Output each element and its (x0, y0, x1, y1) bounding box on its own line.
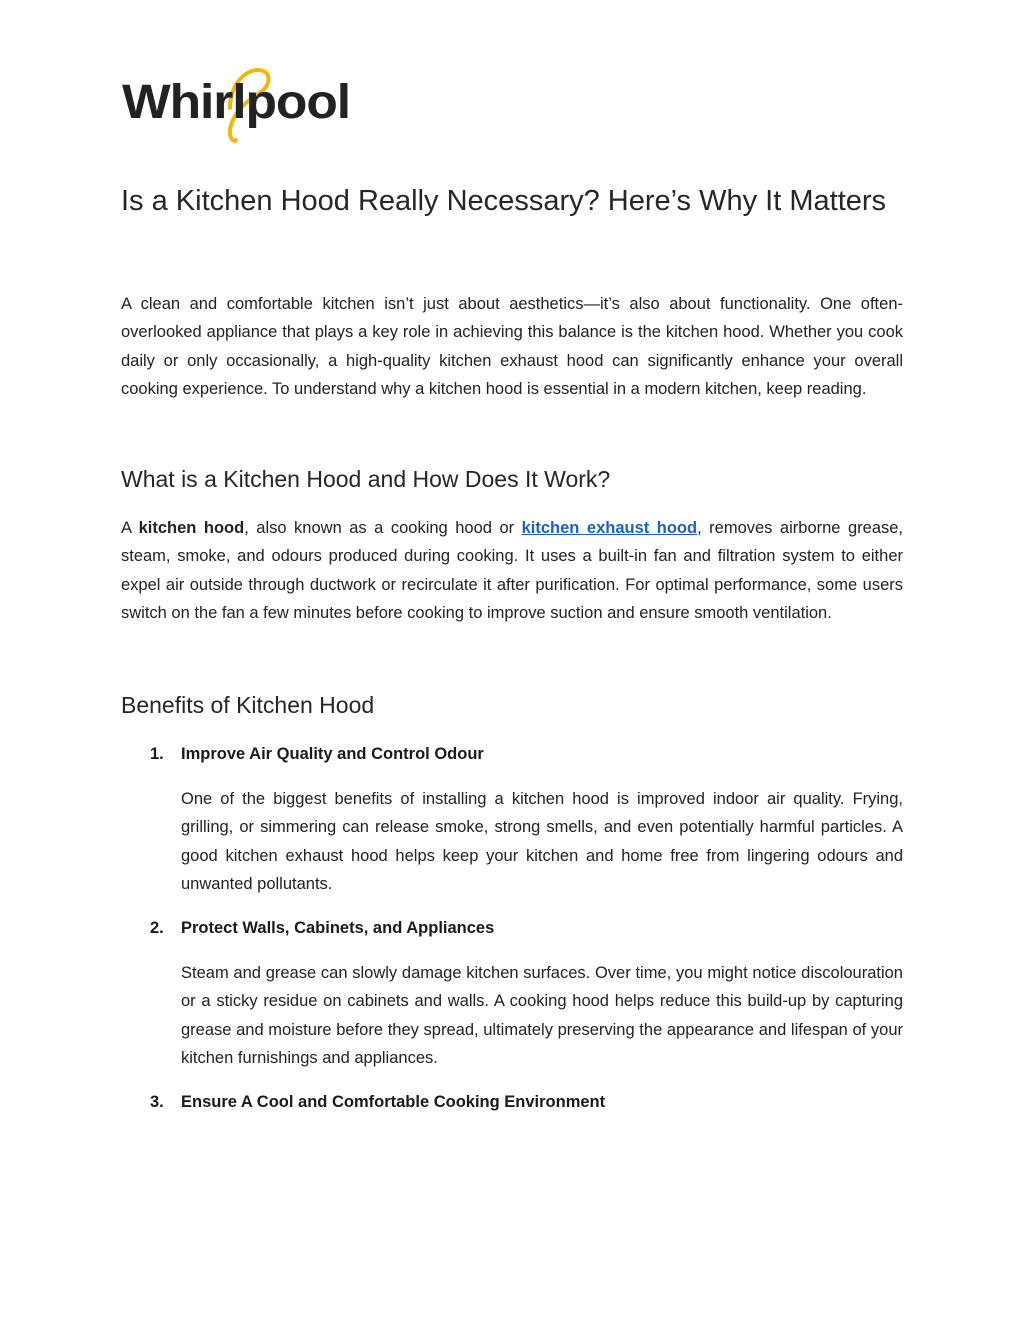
kitchen-exhaust-hood-link[interactable]: kitchen exhaust hood (521, 519, 698, 537)
section-heading-what-is: What is a Kitchen Hood and How Does It Work? (121, 466, 611, 492)
whirlpool-logo (118, 60, 358, 150)
list-item-title: Improve Air Quality and Control Odour (181, 745, 484, 763)
list-item-heading (150, 742, 484, 766)
list-item-number: 1. (150, 745, 164, 763)
list-item-heading (150, 916, 494, 940)
list-item-heading (150, 1090, 605, 1114)
whirlpool-logo-icon (118, 60, 358, 150)
section-heading-benefits: Benefits of Kitchen Hood (121, 692, 375, 718)
list-item-paragraph: One of the biggest benefits of installing a kitchen hood is improved indoor air quality. Frying, grilling, or simmering can release smoke, strong smells, and even potentially harmful particles. A good kitchen exhaust hood helps keep your kitchen and home free from lingering odours and unwanted pollutants. (181, 790, 903, 893)
page-title: Is a Kitchen Hood Really Necessary? Here’s Why It Matters (121, 185, 887, 217)
list-item-number: 2. (150, 919, 164, 937)
list-item-title: Ensure A Cool and Comfortable Cooking Environment (181, 1093, 606, 1111)
text-run: A (121, 519, 139, 537)
text-run: , also known as a cooking hood or (244, 519, 522, 537)
logo-wordmark: Whirlpool (122, 76, 350, 129)
bold-term: kitchen hood (138, 519, 245, 537)
list-item-title: Protect Walls, Cabinets, and Appliances (181, 919, 495, 937)
list-item-number: 3. (150, 1093, 164, 1111)
intro-paragraph: A clean and comfortable kitchen isn’t just about aesthetics—it’s also about functionality. One often-overlooked appliance that plays a key role in achieving this balance is the kitchen hood. Whether you cook daily or only occasionally, a high-quality kitchen exhaust hood can significantly enhance your overall cooking experience. To understand why a kitchen hood is essential in a modern kitchen, keep reading. (121, 295, 903, 398)
what-is-paragraph (121, 514, 903, 627)
list-item-paragraph: Steam and grease can slowly damage kitchen surfaces. Over time, you might notice discolouration or a sticky residue on cabinets and walls. A cooking hood helps reduce this build-up by capturing grease and moisture before they spread, ultimately preserving the appearance and lifespan of your kitchen furnishings and appliances. (181, 964, 903, 1067)
text-run: , removes airborne grease, steam, smoke, and odours produced during cooking. It uses a built-in fan and filtration system to either expel air outside through ductwork or recirculate it after purification. For optimal performance, some users switch on the fan a few minutes before cooking to improve suction and ensure smooth ventilation. (121, 519, 904, 622)
